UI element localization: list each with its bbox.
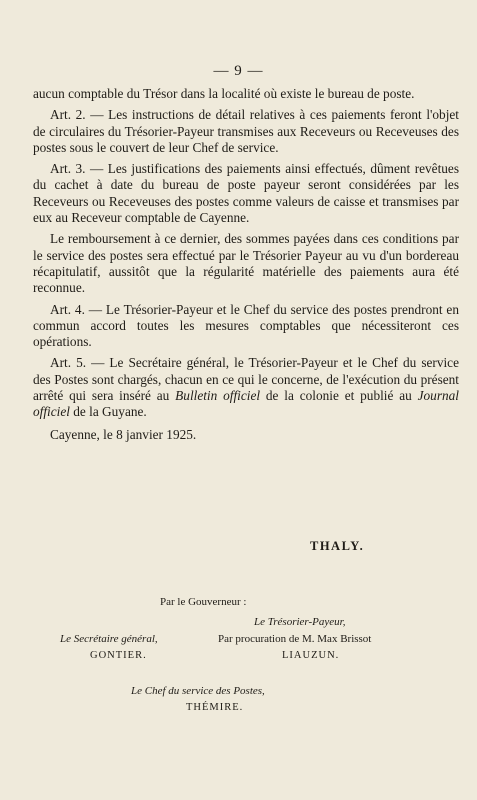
secretaire-name: GONTIER. xyxy=(90,650,147,661)
procuration-line: Par procuration de M. Max Brissot xyxy=(218,633,372,645)
article-5-text-c: de la Guyane. xyxy=(69,404,147,420)
secretaire-title: Le Secrétaire général, xyxy=(60,633,158,645)
paragraph-article-2: Art. 2. — Les instructions de détail relatives à ces paiements feront l'objet de circulaires du Trésorier-Payeur transmises aux Receveurs ou Receveuses des postes sous le couvert de leur Chef de service. xyxy=(33,107,459,155)
page-number: — 9 — xyxy=(213,63,264,79)
postes-title: Le Chef du service des Postes, xyxy=(131,685,265,697)
paragraph-article-3: Art. 3. — Les justifications des paiements ainsi effectués, dûment revêtues du cachet à date du bureau de poste payeur seront considérées par les Receveurs ou Receveuses des postes comme valeurs de caisse et transmises par eux au Receveur comptable de Cayenne. xyxy=(33,161,459,226)
tresorier-title: Le Trésorier-Payeur, xyxy=(254,616,346,628)
bulletin-officiel: Bulletin officiel xyxy=(175,388,261,404)
tresorier-name: LIAUZUN. xyxy=(282,650,340,661)
governor-signature: THALY. xyxy=(310,539,365,553)
postes-name: THÉMIRE. xyxy=(186,702,244,713)
article-5-text-a: Art. 5. — Le Secrétaire général, le Trésorier-Payeur et le Chef du service des Postes sont chargés, chacun en ce qui le concerne, de l'exécution du présent arrêté qui sera inséré au xyxy=(33,355,459,404)
document-body xyxy=(33,86,459,448)
journal-officiel: Journal officiel xyxy=(33,388,459,420)
paragraph-remboursement: Le remboursement à ce dernier, des sommes payées dans ces conditions par le service des postes sera effectué par le Trésorier Payeur au vu d'un bordereau récapitulatif, aussitôt que la régularité matérielle des paiements aura été reconnue. xyxy=(33,231,459,296)
article-5-text-b: de la colonie et publié au xyxy=(260,388,418,404)
paragraph-article-5 xyxy=(33,355,459,420)
paragraph-article-4: Art. 4. — Le Trésorier-Payeur et le Chef du service des postes prendront en commun accord toutes les mesures comptables que nécessiteront ces opérations. xyxy=(33,301,459,350)
date-line: Cayenne, le 8 janvier 1925. xyxy=(50,426,197,442)
par-le-gouverneur: Par le Gouverneur : xyxy=(160,596,247,608)
paragraph-continuation: aucun comptable du Trésor dans la localité où existe le bureau de poste. xyxy=(33,86,415,101)
